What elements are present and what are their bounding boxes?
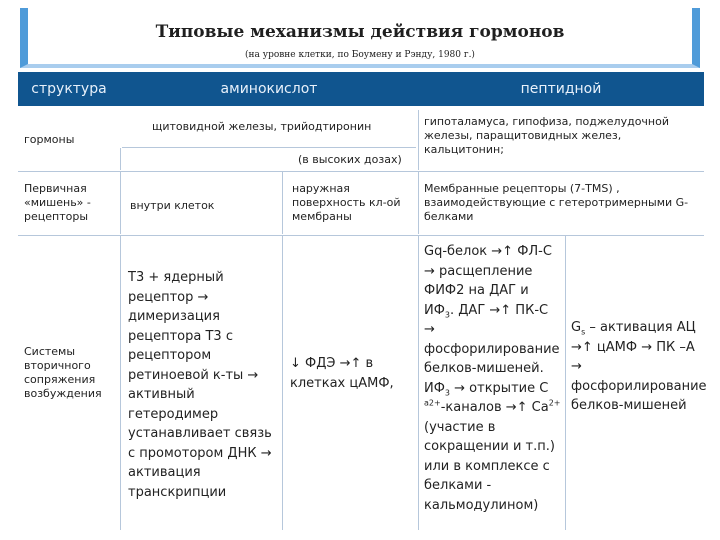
grid-line — [418, 172, 419, 234]
gq-part: -каналов →↑ Са — [440, 400, 549, 415]
header-structure: структура — [18, 72, 120, 106]
systems-gq-text — [424, 242, 562, 515]
grid-line — [418, 236, 419, 530]
header-peptide: пептидной — [418, 72, 704, 106]
page-subtitle: (на уровне клетки, по Боумену и Рэнду, 1980 г.) — [245, 50, 475, 60]
gq-sub: 3 — [444, 388, 451, 398]
receptors-peptide: Мембранные рецепторы (7-TMS) , взаимодействующие с гетеротримерными G-белками — [424, 182, 689, 223]
header-amino: аминокислот — [120, 72, 418, 106]
hormones-peptide-text: гипоталамуса, гипофиза, поджелудочной железы, паращитовидных желез, кальцитонин; — [424, 115, 669, 156]
hormones-amino-note: (в высоких дозах) — [298, 153, 402, 166]
grid-line — [120, 236, 121, 530]
gq-sup: a2+ — [424, 398, 441, 408]
grid-line — [122, 147, 416, 148]
gq-sup: 2+ — [548, 398, 561, 408]
gq-part: → открытие С — [450, 380, 549, 396]
gq-sub: 3 — [444, 310, 451, 320]
gs-part: G — [571, 320, 582, 335]
gq-part: . ДАГ →↑ ПК-С → фосфорилирование белков-мишеней. ИФ — [424, 302, 560, 396]
grid-line — [120, 148, 121, 170]
systems-pde-text: ↓ ФДЭ →↑ в клетках цАМФ, — [290, 356, 394, 391]
receptors-surface: наружная поверхность кл-ой мембраны — [292, 182, 401, 223]
systems-t3-text: Т3 + ядерный рецептор → димеризация рецептора Т3 с рецептором ретиноевой к-ты → активный гетеродимер устанавливает связь с промотором ДНК → активация транскрипции — [128, 270, 272, 500]
title-box — [20, 8, 700, 68]
grid-line — [18, 171, 704, 172]
page-title: Типовые механизмы действия гормонов — [155, 22, 565, 42]
hormones-amino-text: щитовидной железы, трийодтиронин — [152, 120, 372, 133]
row-label-receptors: Первичная «мишень» - рецепторы — [24, 182, 91, 223]
grid-line — [565, 236, 566, 530]
row-label-hormones: гормоны — [24, 133, 75, 146]
gq-part: (участие в сокращении и т.п.) или в комплексе с белками - кальмодулином) — [424, 419, 555, 513]
grid-line — [418, 110, 419, 170]
grid-line — [282, 236, 283, 530]
gs-sub: s — [581, 327, 586, 337]
gq-part: Gq-белок →↑ ФЛ-С → расщепление ФИФ2 на ДАГ и ИФ — [424, 244, 552, 318]
receptors-inside: внутри клеток — [130, 199, 215, 212]
systems-gs-text — [571, 318, 707, 416]
grid-line — [18, 235, 704, 236]
gs-part: – активация АЦ →↑ цАМФ → ПК –А → фосфорилирование белков-мишеней — [571, 320, 707, 413]
grid-line — [120, 172, 121, 234]
row-label-systems: Системы вторичного сопряжения возбуждения — [24, 345, 102, 400]
grid-line — [282, 172, 283, 234]
